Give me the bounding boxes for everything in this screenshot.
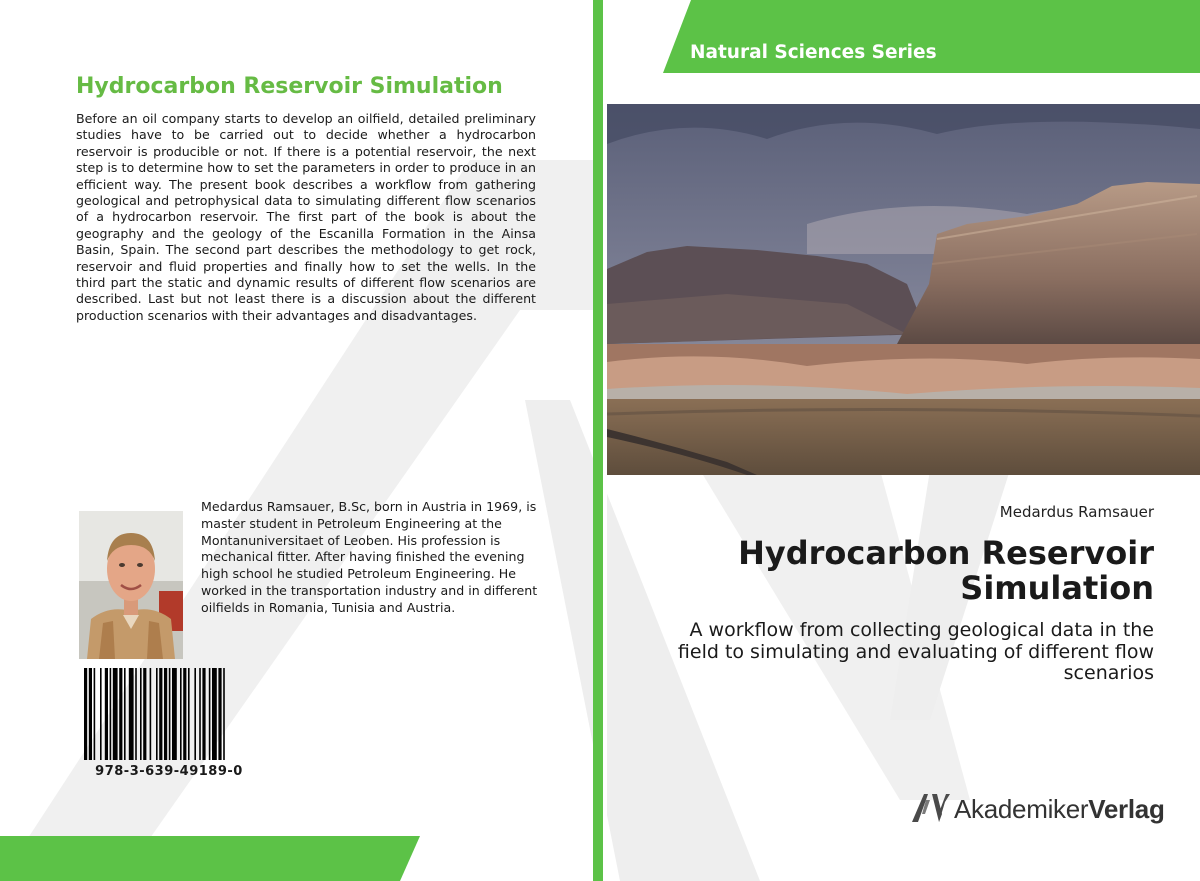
publisher-name-part2: Verlag — [1088, 794, 1165, 824]
front-cover — [607, 0, 1200, 881]
back-title: Hydrocarbon Reservoir Simulation — [76, 74, 503, 99]
series-label: Natural Sciences Series — [690, 42, 937, 63]
front-title-line2: Simulation — [960, 569, 1154, 607]
publisher-name — [954, 794, 1165, 825]
author-photo — [79, 511, 183, 659]
isbn-number: 978-3-639-49189-0 — [95, 764, 243, 779]
barcode-icon — [84, 668, 252, 760]
front-subtitle: A workflow from collecting geological data in the field to simulating and evaluating of different flow scenarios — [677, 619, 1154, 684]
publisher-logo — [912, 790, 1172, 830]
back-cover — [0, 0, 593, 881]
spine-green-bar — [593, 0, 603, 881]
author-bio: Medardus Ramsauer, B.Sc, born in Austria in 1969, is master student in Petroleum Engineering at the Montanuniversitaet of Leoben. His profession is mechanical fitter. After having finished the evening high school he studied Petroleum Engineering. He worked in the transportation industry and in different oilfields in Romania, Tunisia and Austria. — [201, 499, 538, 615]
publisher-name-part1: Akademiker — [954, 794, 1089, 824]
front-author-name: Medardus Ramsauer — [999, 503, 1154, 521]
front-title-line1: Hydrocarbon Reservoir — [738, 534, 1154, 572]
cover-landscape-photo — [607, 104, 1200, 475]
front-title — [738, 536, 1154, 606]
back-description: Before an oil company starts to develop an oilfield, detailed preliminary studies have to be carried out to decide whether a hydrocarbon reservoir is producible or not. If there is a potential reservoir, the next step is to determine how to set the parameters in order to produce in an efficient way. The present book describes a workflow from gathering geological and petrophysical data to simulating different flow scenarios of a hydrocarbon reservoir. The first part of the book is about the geography and the geology of the Escanilla Formation in the Ainsa Basin, Spain. The second part describes the methodology to get rock, reservoir and fluid properties and finally how to set the wells. In the third part the static and dynamic results of different flow scenarios are described. Last but not least there is a discussion about the different production scenarios with their advantages and disadvantages. — [76, 111, 536, 323]
av-logo-icon — [912, 792, 950, 822]
back-green-stripe — [0, 836, 420, 881]
